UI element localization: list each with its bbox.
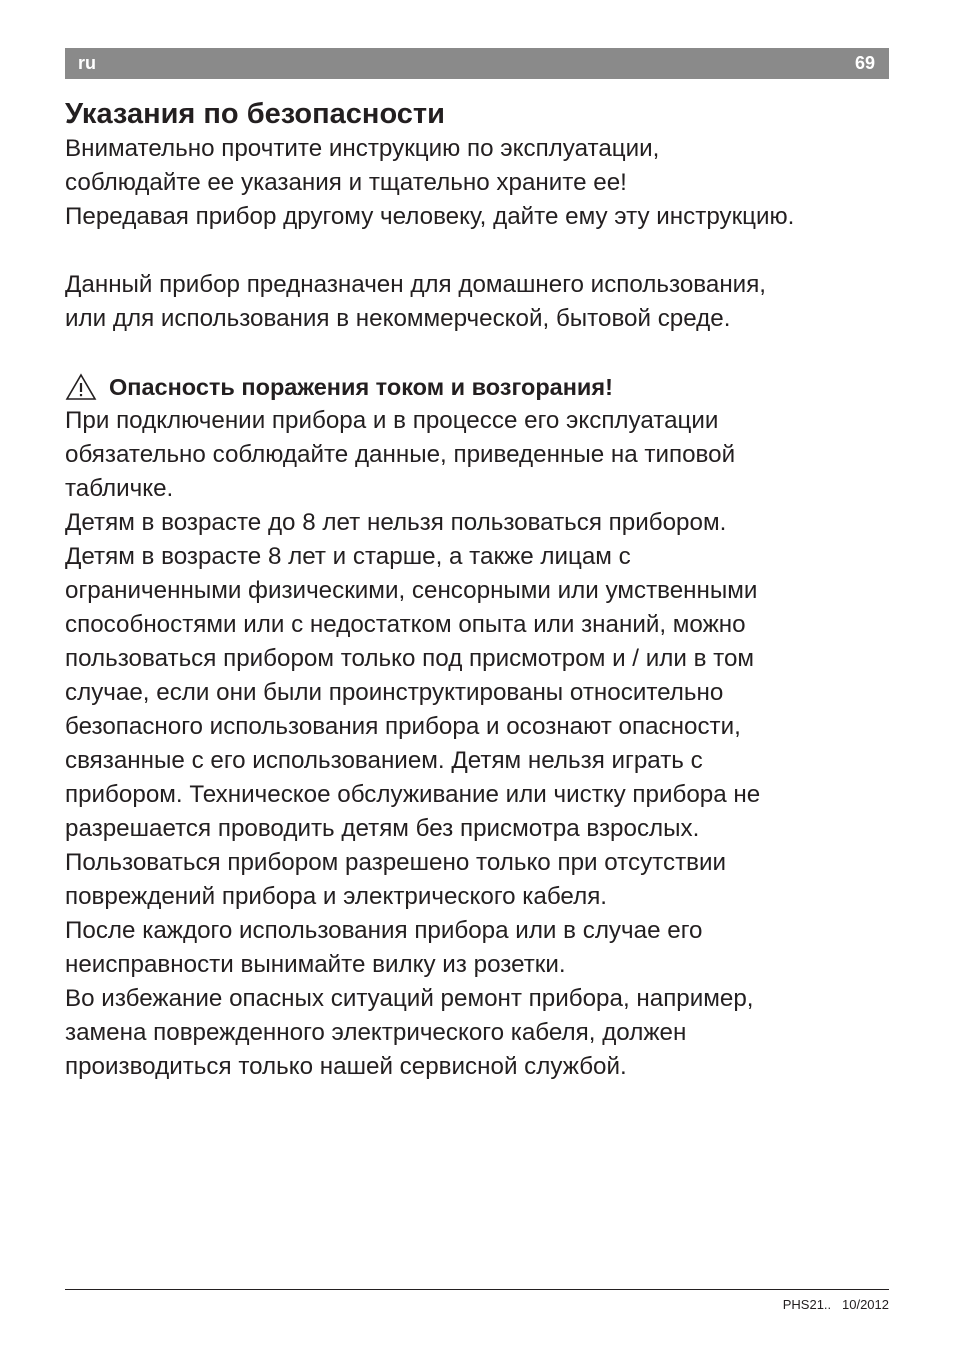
warning-line: Детям в возрасте 8 лет и старше, а также лицам с — [65, 543, 631, 570]
warning-line: повреждений прибора и электрического кабеля. — [65, 883, 608, 910]
purpose-paragraph — [65, 268, 895, 336]
warning-line: способностями или с недостатком опыта или знаний, можно — [65, 611, 746, 638]
paragraph-spacer — [65, 234, 895, 268]
footer-model: PHS21.. — [782, 1297, 832, 1312]
warning-line: При подключении прибора и в процессе его эксплуатации — [65, 407, 719, 434]
page-number: 69 — [854, 53, 875, 73]
intro-line: Внимательно прочтите инструкцию по эксплуатации, — [65, 135, 660, 162]
warning-line: безопасного использования прибора и осознают опасности, — [65, 713, 741, 740]
warning-triangle-icon — [65, 373, 97, 401]
warning-line: ограниченными физическими, сенсорными или умственными — [65, 577, 758, 604]
section-title: Указания по безопасности — [65, 98, 445, 130]
warning-block — [65, 370, 895, 1084]
warning-line: После каждого использования прибора или в случае его — [65, 917, 703, 944]
footer-divider — [65, 1289, 889, 1290]
warning-line: разрешается проводить детям без присмотра взрослых. — [65, 815, 700, 842]
page-header-bar — [65, 48, 889, 79]
warning-line: обязательно соблюдайте данные, приведенные на типовой — [65, 441, 736, 468]
warning-line: замена поврежденного электрического кабеля, должен — [65, 1019, 687, 1046]
warning-line: табличке. — [65, 475, 174, 502]
warning-heading-text: Опасность поражения током и возгорания! — [109, 374, 613, 400]
warning-line: производиться только нашей сервисной службой. — [65, 1053, 627, 1080]
warning-line: прибором. Техническое обслуживание или чистку прибора не — [65, 781, 761, 808]
warning-line: неисправности вынимайте вилку из розетки. — [65, 951, 566, 978]
warning-line: Пользоваться прибором разрешено только при отсутствии — [65, 849, 727, 876]
footer-date: 10/2012 — [842, 1297, 889, 1312]
warning-line: Детям в возрасте до 8 лет нельзя пользоваться прибором. — [65, 509, 727, 536]
warning-line: пользоваться прибором только под присмотром и / или в том — [65, 645, 755, 672]
intro-line: соблюдайте ее указания и тщательно храните ее! — [65, 169, 627, 196]
purpose-line: Данный прибор предназначен для домашнего использования, — [65, 271, 767, 298]
intro-line: Передавая прибор другому человеку, дайте ему эту инструкцию. — [65, 203, 795, 230]
purpose-line: или для использования в некоммерческой, бытовой среде. — [65, 305, 731, 332]
warning-line: случае, если они были проинструктированы относительно — [65, 679, 724, 706]
warning-line: Во избежание опасных ситуаций ремонт прибора, например, — [65, 985, 754, 1012]
warning-body — [65, 404, 895, 1084]
footer-info — [783, 1297, 889, 1312]
paragraph-spacer — [65, 336, 895, 370]
language-code: ru — [78, 53, 96, 73]
warning-line: связанные с его использованием. Детям нельзя играть с — [65, 747, 703, 774]
warning-heading — [65, 370, 895, 404]
page-content — [65, 96, 895, 1084]
intro-paragraph — [65, 132, 895, 234]
